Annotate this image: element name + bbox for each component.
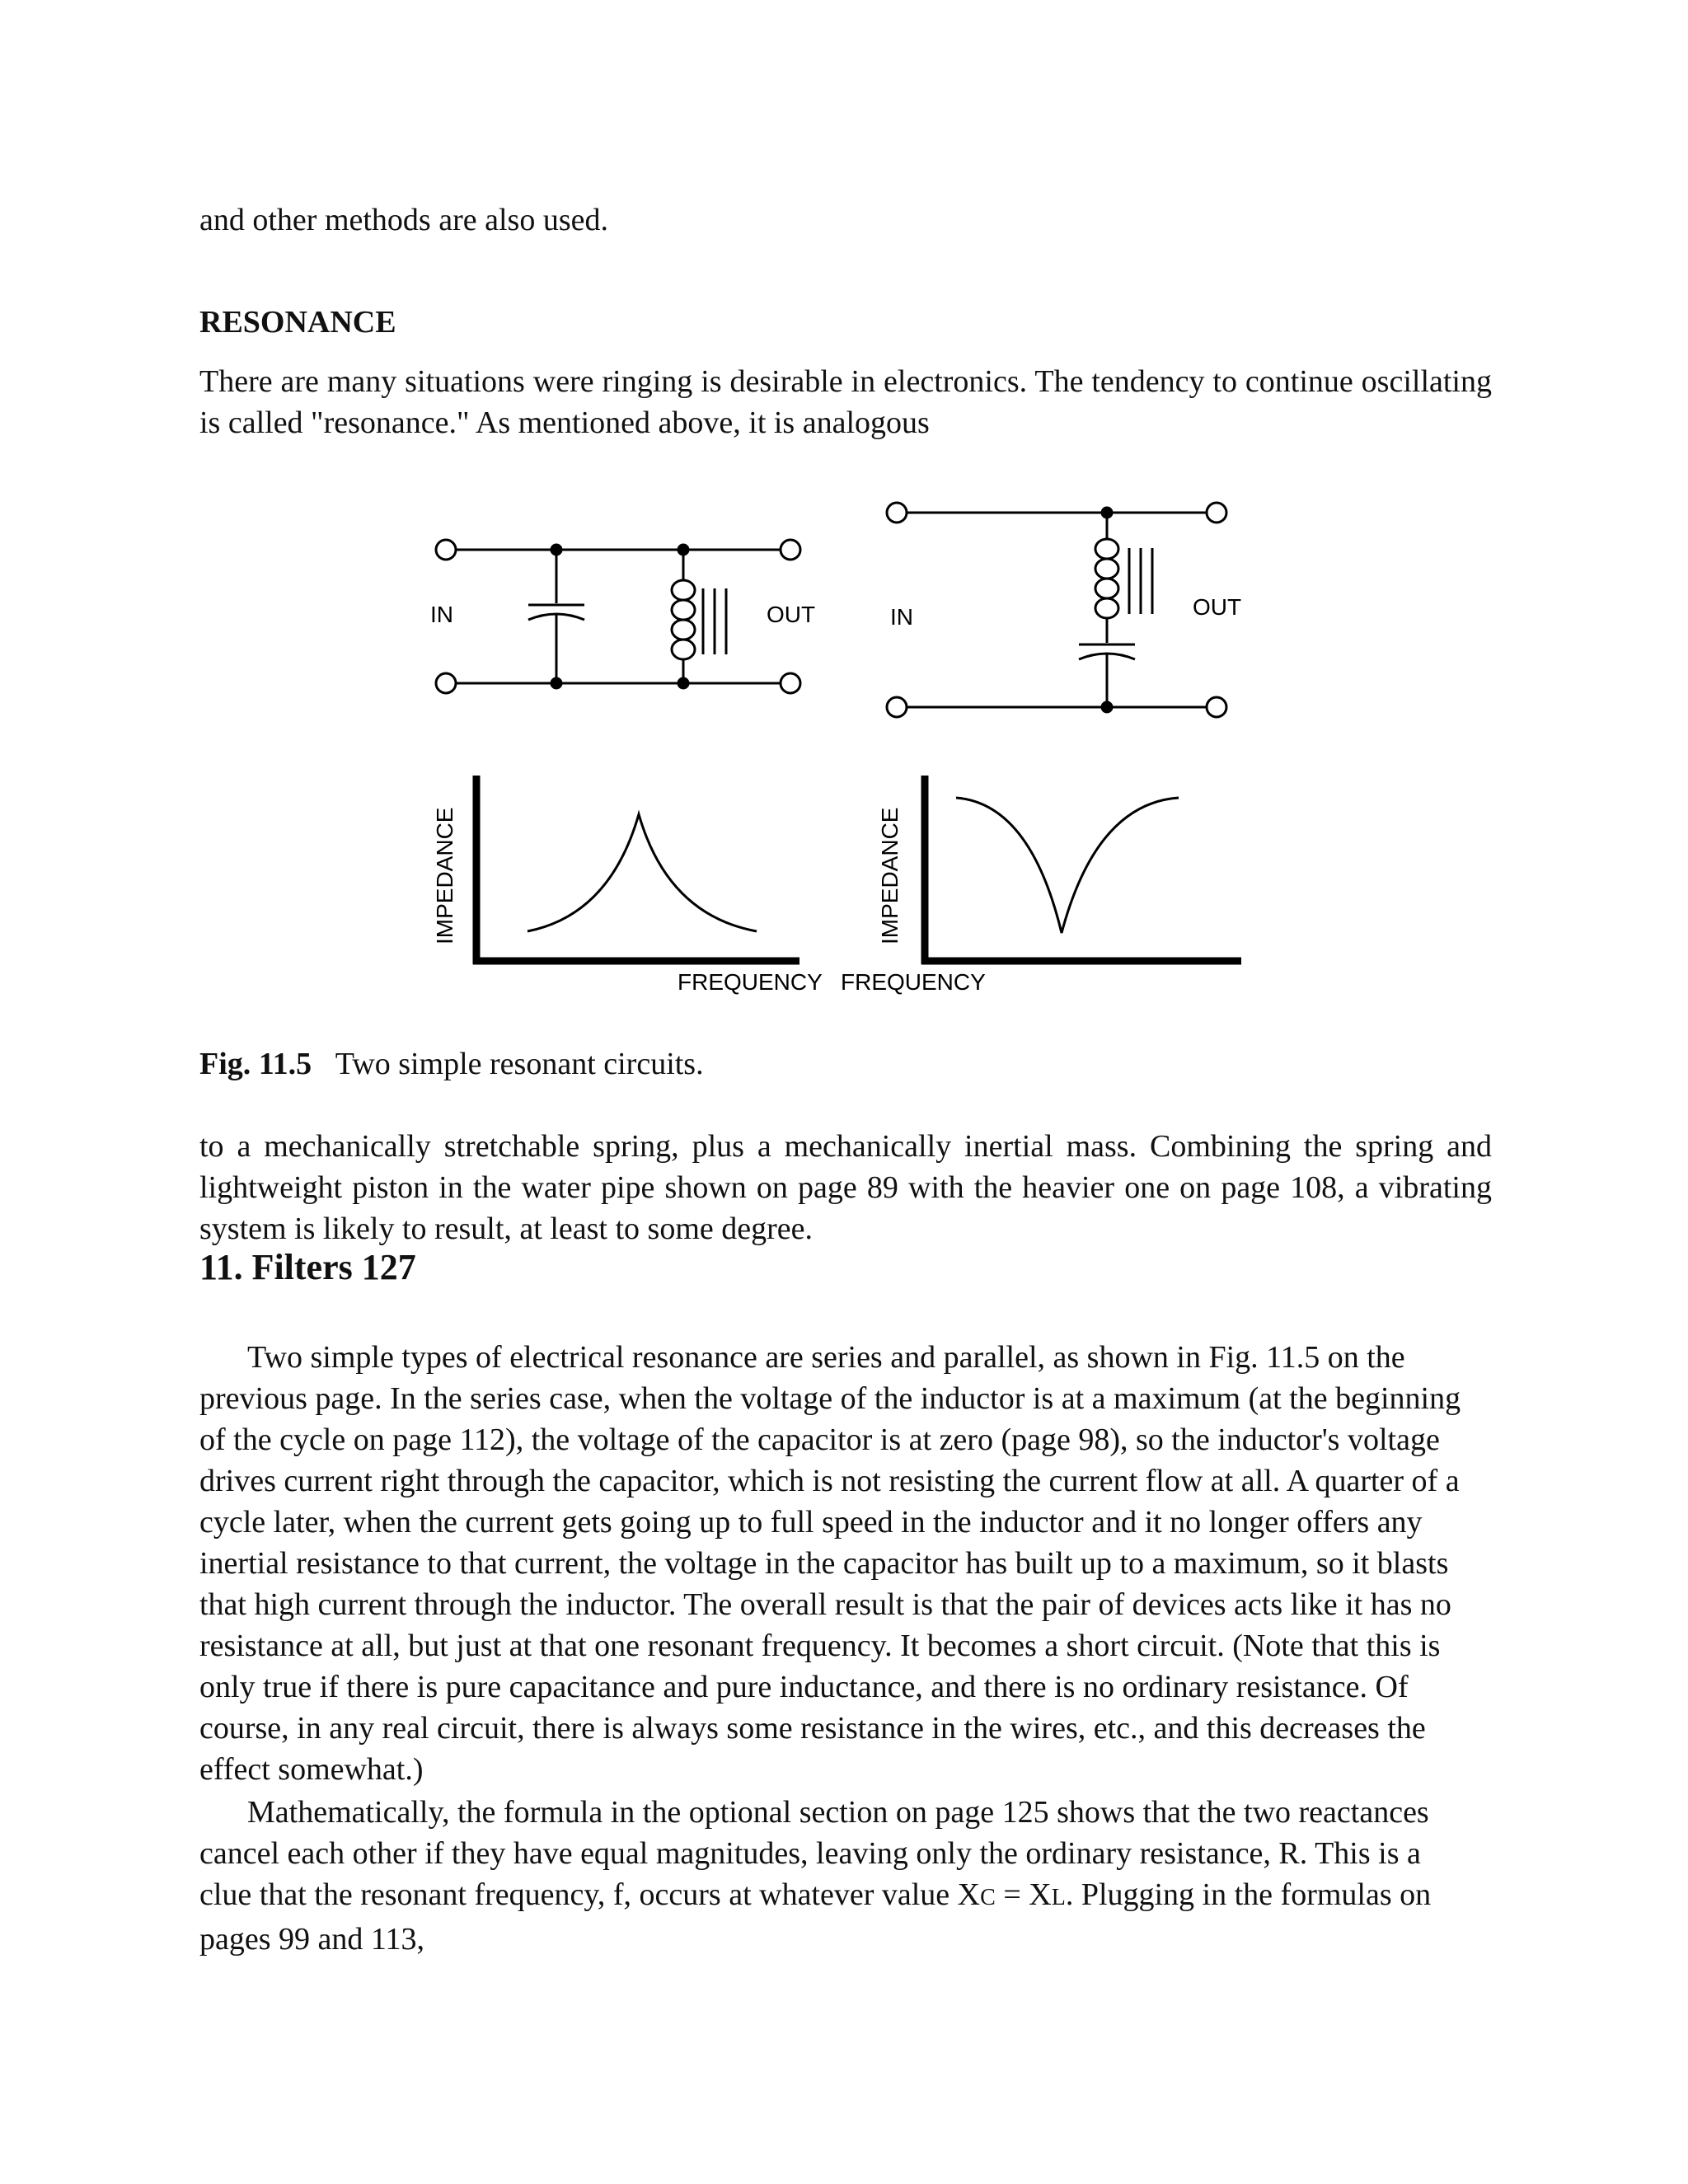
left-circuit-junction xyxy=(551,678,561,688)
right-plot-dip-curve xyxy=(956,798,1179,933)
top-line: and other methods are also used. xyxy=(199,203,608,237)
continuation-paragraph: to a mechanically stretchable spring, plus a mechanically inertial mass. Combining the spring and lightweight piston in the water pipe shown on page 89 with the heavier one on page 108, a vibrating system is likely to result, at least to some degree. xyxy=(199,1129,1492,1246)
right-circuit-junction xyxy=(1102,508,1112,518)
figure-11-5 xyxy=(0,0,1688,1038)
right-circuit-out-bottom-terminal xyxy=(1207,697,1226,717)
right-circuit xyxy=(887,503,1226,717)
figure-caption-number: Fig. 11.5 xyxy=(199,1047,312,1081)
left-circuit-in-bottom-terminal xyxy=(436,673,456,693)
left-circuit-out-label: OUT xyxy=(767,602,816,627)
right-impedance-plot xyxy=(877,776,1241,964)
left-plot-ylabel: IMPEDANCE xyxy=(432,807,457,944)
body-paragraph-2: Mathematically, the formula in the optional section on page 125 shows that the two reactances cancel each other if they have equal magnitudes, leaving only the ordinary resistance, R. This is a clue that the resonant frequency, f, occurs at whatever value XC = XL. Plugging in the formulas on pages 99 and 113, xyxy=(199,1795,1432,1957)
left-circuit-junction xyxy=(678,678,688,688)
right-circuit-in-top-terminal xyxy=(887,503,907,523)
right-circuit-capacitor-icon xyxy=(1079,644,1135,707)
section-heading: RESONANCE xyxy=(199,305,396,340)
figure-caption xyxy=(199,1043,1492,1085)
right-circuit-junction xyxy=(1102,702,1112,712)
xc-symbol: XC xyxy=(957,1877,996,1912)
left-circuit-capacitor-icon xyxy=(528,550,584,683)
right-circuit-in-label: IN xyxy=(890,604,913,630)
left-circuit-junction xyxy=(551,545,561,555)
right-plot-ylabel: IMPEDANCE xyxy=(877,807,903,944)
left-circuit-out-bottom-terminal xyxy=(781,673,800,693)
body-paragraph-1: Two simple types of electrical resonance are series and parallel, as shown in Fig. 11.5 on the previous page. In the series case, when the voltage of the inductor is at a maximum (at the beginning of the cycle on page 112), the voltage of the capacitor is at zero (page 98), so the inductor's voltage drives current right through the capacitor, which is not resisting the current flow at all. A quarter of a cycle later, when the current gets going up to full speed in the inductor and it no longer offers any inertial resistance to that current, the voltage in the capacitor has built up to a maximum, so it blasts that high current through the inductor. The overall result is that the pair of devices acts like it has no resistance at all, but just at that one resonant frequency. It becomes a short circuit. (Note that this is only true if there is pure capacitance and pure inductance, and there is no ordinary resistance. Of course, in any real circuit, there is always some resistance in the wires, etc., and this decreases the effect somewhat.) xyxy=(199,1340,1461,1787)
right-circuit-out-label: OUT xyxy=(1193,594,1242,620)
xl-symbol: XL xyxy=(1029,1877,1066,1912)
left-circuit-in-top-terminal xyxy=(436,540,456,560)
right-circuit-in-bottom-terminal xyxy=(887,697,907,717)
right-plot-xlabel: FREQUENCY xyxy=(841,969,986,995)
right-circuit-inductor-icon xyxy=(1095,513,1152,643)
left-circuit-inductor-icon xyxy=(672,550,726,683)
left-plot-xlabel: FREQUENCY xyxy=(678,969,823,995)
figure-caption-text: Two simple resonant circuits. xyxy=(335,1047,704,1081)
left-circuit-junction xyxy=(678,545,688,555)
right-circuit-out-top-terminal xyxy=(1207,503,1226,523)
left-plot-peak-curve xyxy=(528,814,757,931)
left-impedance-plot xyxy=(432,776,799,964)
left-circuit-in-label: IN xyxy=(430,602,453,627)
body-paragraph-2-before: Mathematically, the formula in the optional section on page 125 shows that the two reactances cancel each other if they have equal magnitudes, leaving only the ordinary resistance, R. This is a clue that the resonant frequency, f, occurs at whatever value xyxy=(199,1795,1429,1912)
body-paragraph-2-after: . Plugging in the formulas on pages 99 and 113, xyxy=(199,1877,1432,1957)
intro-paragraph: There are many situations were ringing is desirable in electronics. The tendency to continue oscillating is called "resonance." As mentioned above, it is analogous xyxy=(199,364,1492,440)
left-circuit-out-top-terminal xyxy=(781,540,800,560)
left-circuit xyxy=(436,540,800,693)
chapter-page-header: 11. Filters 127 xyxy=(199,1247,416,1287)
resonant-circuits-diagram xyxy=(0,0,1688,1038)
